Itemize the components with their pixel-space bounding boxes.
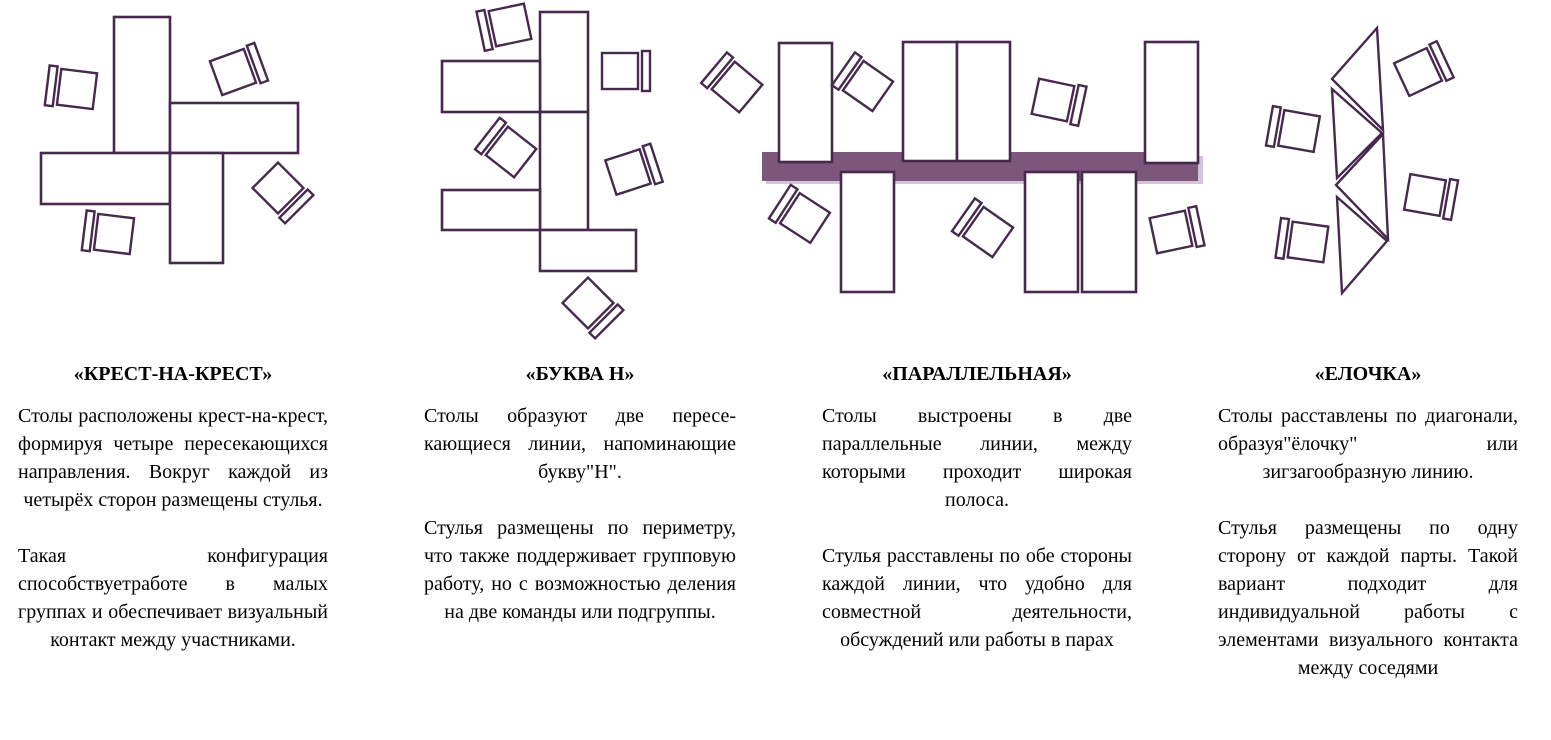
layout-description bbox=[822, 402, 1132, 654]
table-rect bbox=[1025, 172, 1078, 292]
table-rect bbox=[841, 172, 894, 292]
letter-h-layout-diagram bbox=[425, 0, 730, 345]
layout-paragraph: Столы выстроены в две параллельные линии, между которыми проходит широкая полоса. bbox=[822, 405, 1132, 511]
layout-paragraph: Столы расставлены по диагонали, образуя"ёлочку" или зигзагообразную линию. bbox=[1218, 405, 1518, 483]
table-rect bbox=[540, 112, 588, 230]
chair-icon bbox=[701, 52, 763, 113]
chair-icon bbox=[1276, 218, 1329, 264]
table-rect bbox=[540, 230, 636, 271]
chair-icon bbox=[251, 161, 313, 223]
table-rect bbox=[957, 42, 1010, 161]
chair-icon bbox=[952, 198, 1014, 258]
layout-paragraph: Стулья размещены по одну сторону от каждой парты. Такой вариант подходит для индивидуальной работы с элементами визуального контакта между соседями bbox=[1218, 517, 1518, 679]
layout-column-letter-h bbox=[424, 362, 736, 626]
chair-icon bbox=[1149, 206, 1204, 255]
table-rect bbox=[779, 43, 832, 162]
layout-title: «БУКВА Н» bbox=[525, 363, 635, 385]
layout-paragraph: Такая конфигурация способствуетработе в малых группах и обеспечивает визуальный контакт между участниками. bbox=[18, 545, 328, 651]
table-rect bbox=[442, 190, 540, 230]
table-rect bbox=[442, 61, 540, 112]
cross-layout-diagram bbox=[30, 5, 320, 275]
chair-icon bbox=[45, 65, 98, 111]
layout-title: «КРЕСТ-НА-КРЕСТ» bbox=[73, 363, 273, 385]
layout-paragraph: Столы образуют две пересекающиеся линии, напоминающие букву"Н". bbox=[424, 405, 736, 483]
layout-description bbox=[18, 402, 328, 654]
table-rect bbox=[903, 42, 957, 161]
layout-description bbox=[424, 402, 736, 626]
layout-column-herringbone bbox=[1218, 362, 1518, 682]
table-rect bbox=[1082, 172, 1136, 292]
chair-icon bbox=[1031, 77, 1086, 126]
herringbone-layout-diagram bbox=[1240, 15, 1465, 305]
chair-icon bbox=[1393, 41, 1453, 98]
chair-icon bbox=[769, 185, 831, 245]
chair-icon bbox=[1404, 172, 1458, 220]
layout-title: «ПАРАЛЛЕЛЬНАЯ» bbox=[882, 363, 1072, 385]
chair-icon bbox=[475, 118, 537, 179]
layout-column-parallel bbox=[822, 362, 1132, 654]
chair-icon bbox=[82, 210, 135, 256]
table-rect bbox=[41, 153, 170, 204]
layout-paragraph: Стулья размещены по периметру, что также поддерживает групповую работу, но с возможностью деления на две команды или подгруппы. bbox=[424, 517, 736, 623]
table-rect bbox=[170, 153, 223, 263]
layout-title: «ЕЛОЧКА» bbox=[1314, 363, 1422, 385]
table-rect bbox=[170, 103, 298, 153]
table-rect bbox=[114, 17, 170, 153]
chair-icon bbox=[832, 52, 894, 112]
chair-icon bbox=[1266, 106, 1320, 154]
chair-icon bbox=[476, 2, 531, 51]
layout-paragraph: Столы расположены крест-на-крест, формируя четыре пересекающихся направления. Вокруг каждой из четырёх сторон размещены стулья. bbox=[18, 405, 328, 511]
table-rect bbox=[540, 12, 588, 112]
layout-description bbox=[1218, 402, 1518, 682]
chair-icon bbox=[602, 51, 650, 91]
chair-icon bbox=[561, 276, 623, 338]
table-rect bbox=[1145, 42, 1198, 163]
layout-column-cross bbox=[18, 362, 328, 654]
chair-icon bbox=[209, 43, 268, 97]
chair-icon bbox=[605, 144, 663, 197]
layout-paragraph: Стулья расставлены по обе стороны каждой линии, что удобно для совместной деятельности, обсуждений или работы в парах bbox=[822, 545, 1132, 651]
parallel-layout-diagram bbox=[700, 35, 1210, 300]
